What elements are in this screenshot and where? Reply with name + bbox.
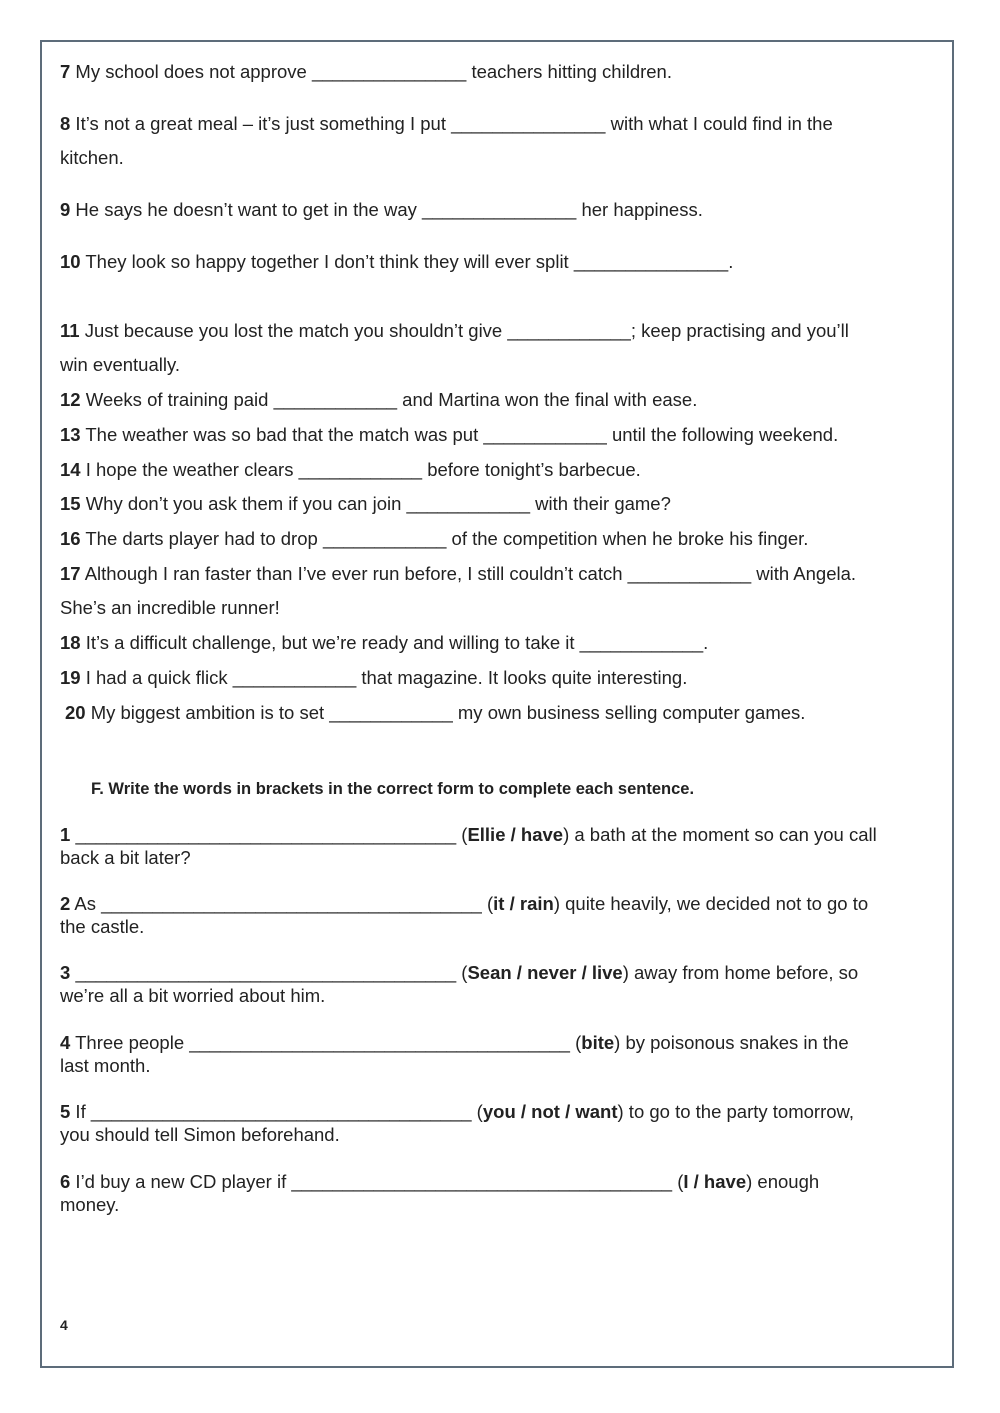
answer-blank[interactable]: _____________________________________ xyxy=(90,1101,472,1122)
answer-blank[interactable]: ____________ xyxy=(507,320,631,341)
exercise-item-13: 13 The weather was so bad that the match was put ____________ until the following weekend. xyxy=(60,424,839,445)
answer-blank[interactable]: ____________ xyxy=(322,528,447,549)
bracket-prompt: it / rain xyxy=(493,893,554,914)
answer-blank[interactable]: _______________ xyxy=(422,199,577,220)
bracket-prompt: I / have xyxy=(683,1171,747,1192)
exercise-f-item-4: 4 Three people _____________________________________ (bite) by poisonous snakes in the xyxy=(60,1032,849,1053)
exercise-f-item-6-continuation: money. xyxy=(60,1194,120,1215)
bracket-prompt: Sean / never / live xyxy=(467,962,623,983)
exercise-f-item-1: 1 _____________________________________ (Ellie / have) a bath at the moment so can you call xyxy=(60,824,877,845)
exercise-item-11-continuation: win eventually. xyxy=(60,354,180,375)
answer-blank[interactable]: ____________ xyxy=(579,632,704,653)
exercise-item-8: 8 It’s not a great meal – it’s just something I put _______________ with what I could find in the xyxy=(60,113,833,134)
exercise-item-10: 10 They look so happy together I don’t think they will ever split _______________. xyxy=(60,251,734,272)
answer-blank[interactable]: ____________ xyxy=(483,424,607,445)
exercise-item-18: 18 It’s a difficult challenge, but we’re ready and willing to take it ____________. xyxy=(60,632,709,653)
answer-blank[interactable]: _____________________________________ xyxy=(75,824,457,845)
exercise-item-11: 11 Just because you lost the match you shouldn’t give ____________; keep practising and you’ll xyxy=(60,320,849,341)
exercise-item-7: 7 My school does not approve _______________ teachers hitting children. xyxy=(60,61,672,82)
exercise-item-20: 20 My biggest ambition is to set ____________ my own business selling computer games. xyxy=(65,702,806,723)
exercise-f-item-3-continuation: we’re all a bit worried about him. xyxy=(60,985,326,1006)
exercise-f-item-5-continuation: you should tell Simon beforehand. xyxy=(60,1124,340,1145)
answer-blank[interactable]: ____________ xyxy=(232,667,357,688)
answer-blank[interactable]: ____________ xyxy=(406,493,531,514)
answer-blank[interactable]: _______________ xyxy=(451,113,606,134)
bracket-prompt: bite xyxy=(581,1032,615,1053)
answer-blank[interactable]: _____________________________________ xyxy=(291,1171,673,1192)
exercise-item-17: 17 Although I ran faster than I’ve ever run before, I still couldn’t catch ____________ with Angela. xyxy=(60,563,857,584)
exercise-f-item-3: 3 _____________________________________ (Sean / never / live) away from home before, so xyxy=(60,962,859,983)
exercise-f-item-1-continuation: back a bit later? xyxy=(60,847,191,868)
page-number: 4 xyxy=(60,1317,68,1333)
exercise-item-12: 12 Weeks of training paid ____________ and Martina won the final with ease. xyxy=(60,389,698,410)
exercise-item-9: 9 He says he doesn’t want to get in the way _______________ her happiness. xyxy=(60,199,703,220)
exercise-f-item-5: 5 If _____________________________________ (you / not / want) to go to the party tomorrow, xyxy=(60,1101,854,1122)
answer-blank[interactable]: _____________________________________ xyxy=(101,893,482,914)
exercise-f-item-6: 6 I’d buy a new CD player if _____________________________________ (I / have) enough xyxy=(60,1171,820,1192)
answer-blank[interactable]: _____________________________________ xyxy=(189,1032,570,1053)
exercise-f-item-4-continuation: last month. xyxy=(60,1055,151,1076)
exercise-item-8-continuation: kitchen. xyxy=(60,147,124,168)
exercise-item-19: 19 I had a quick flick ____________ that magazine. It looks quite interesting. xyxy=(60,667,688,688)
exercise-item-14: 14 I hope the weather clears ____________ before tonight’s barbecue. xyxy=(60,459,641,480)
answer-blank[interactable]: _____________________________________ xyxy=(75,962,457,983)
answer-blank[interactable]: ____________ xyxy=(273,389,398,410)
answer-blank[interactable]: _______________ xyxy=(311,61,467,82)
answer-blank[interactable]: ____________ xyxy=(298,459,423,480)
bracket-prompt: Ellie / have xyxy=(467,824,564,845)
exercise-f-item-2: 2 As _____________________________________ (it / rain) quite heavily, we decided not to go to xyxy=(60,893,869,914)
exercise-item-17-continuation: She’s an incredible runner! xyxy=(60,597,280,618)
exercise-item-16: 16 The darts player had to drop ____________ of the competition when he broke his finger. xyxy=(60,528,809,549)
bracket-prompt: you / not / want xyxy=(482,1101,618,1122)
exercise-item-15: 15 Why don’t you ask them if you can join ____________ with their game? xyxy=(60,493,671,514)
answer-blank[interactable]: ____________ xyxy=(329,702,453,723)
answer-blank[interactable]: _______________ xyxy=(573,251,729,272)
section-f-heading: F. Write the words in brackets in the correct form to complete each sentence. xyxy=(91,780,695,798)
answer-blank[interactable]: ____________ xyxy=(627,563,752,584)
exercise-f-item-2-continuation: the castle. xyxy=(60,916,145,937)
